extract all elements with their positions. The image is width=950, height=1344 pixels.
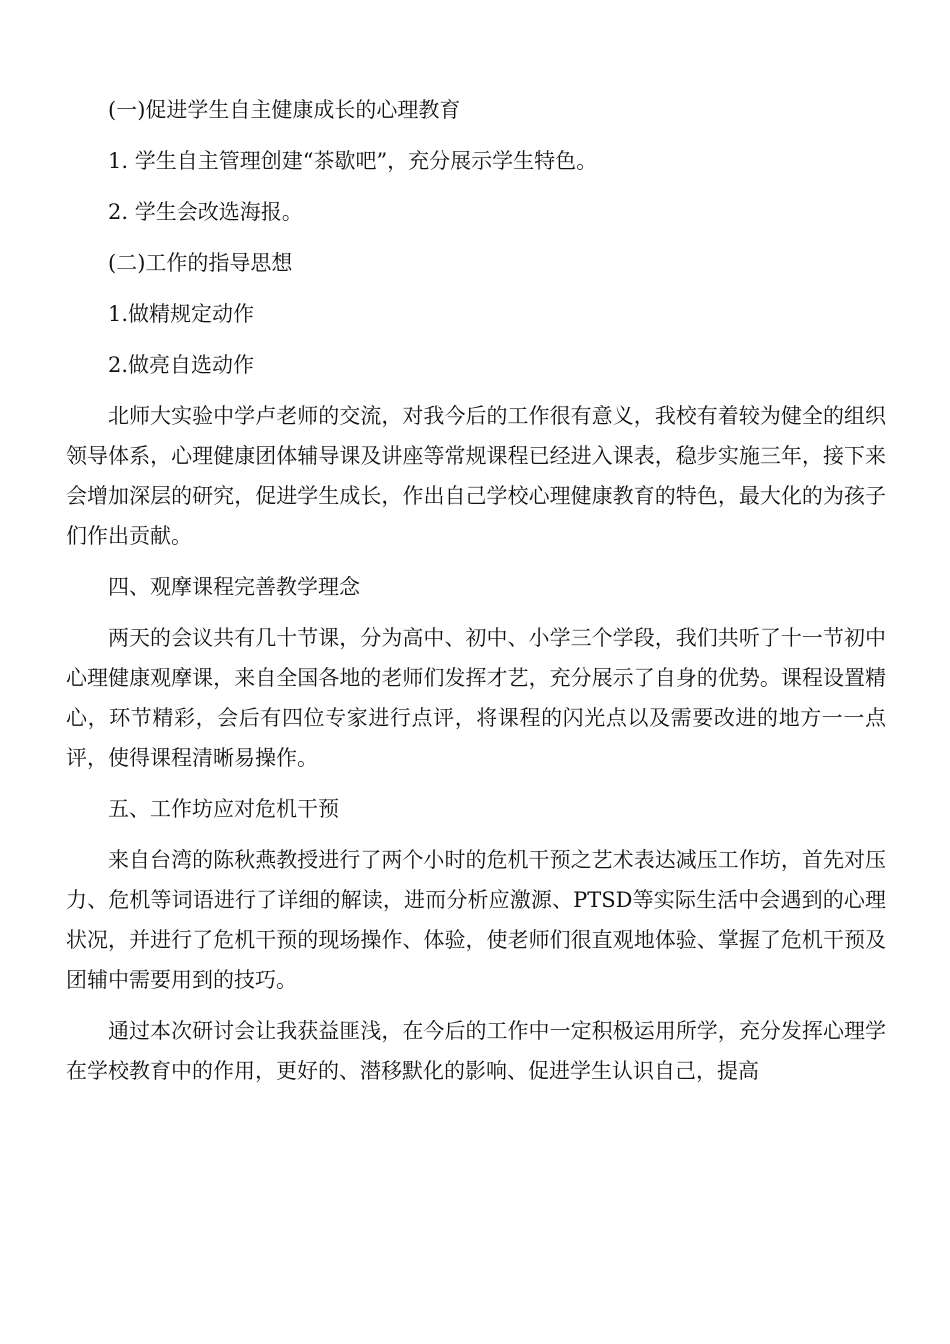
section-heading-observation: 四、观摩课程完善教学理念 — [108, 575, 360, 599]
section-heading-workshop: 五、工作坊应对危机干预 — [108, 797, 339, 821]
list-item-optional-actions: 2.做亮自选动作 — [108, 353, 255, 377]
list-item-required-actions: 1.做精规定动作 — [108, 302, 255, 326]
paragraph-crisis-workshop: 来自台湾的陈秋燕教授进行了两个小时的危机干预之艺术表达减压工作坊，首先对压力、危机等词语进行了详细的解读，进而分析应激源、PTSD等实际生活中会遇到的心理状况，并进行了危机干预的现场操作、体验，使老师们很直观地体验、掌握了危机干预及团辅中需要用到的技巧。 — [66, 848, 886, 992]
document-body — [66, 90, 886, 1102]
paragraph-observation-classes: 两天的会议共有几十节课，分为高中、初中、小学三个学段，我们共听了十一节初中心理健康观摩课，来自全国各地的老师们发挥才艺，充分展示了自身的优势。课程设置精心，环节精彩，会后有四位专家进行点评，将课程的闪光点以及需要改进的地方一一点评，使得课程清晰易操作。 — [66, 626, 886, 770]
section-heading-psych-education: (一)促进学生自主健康成长的心理教育 — [108, 98, 461, 122]
list-item-poster: 2. 学生会改选海报。 — [108, 200, 303, 224]
list-item-tea-break: 1. 学生自主管理创建“茶歇吧”，充分展示学生特色。 — [108, 149, 598, 173]
paragraph-teacher-exchange: 北师大实验中学卢老师的交流，对我今后的工作很有意义，我校有着较为健全的组织领导体系，心理健康团体辅导课及讲座等常规课程已经进入课表，稳步实施三年，接下来会增加深层的研究，促进学生成长，作出自己学校心理健康教育的特色，最大化的为孩子们作出贡献。 — [66, 404, 886, 548]
section-heading-guiding-idea: (二)工作的指导思想 — [108, 251, 293, 275]
paragraph-conclusion: 通过本次研讨会让我获益匪浅，在今后的工作中一定积极运用所学，充分发挥心理学在学校教育中的作用，更好的、潜移默化的影响、促进学生认识自己，提高 — [66, 1019, 886, 1083]
